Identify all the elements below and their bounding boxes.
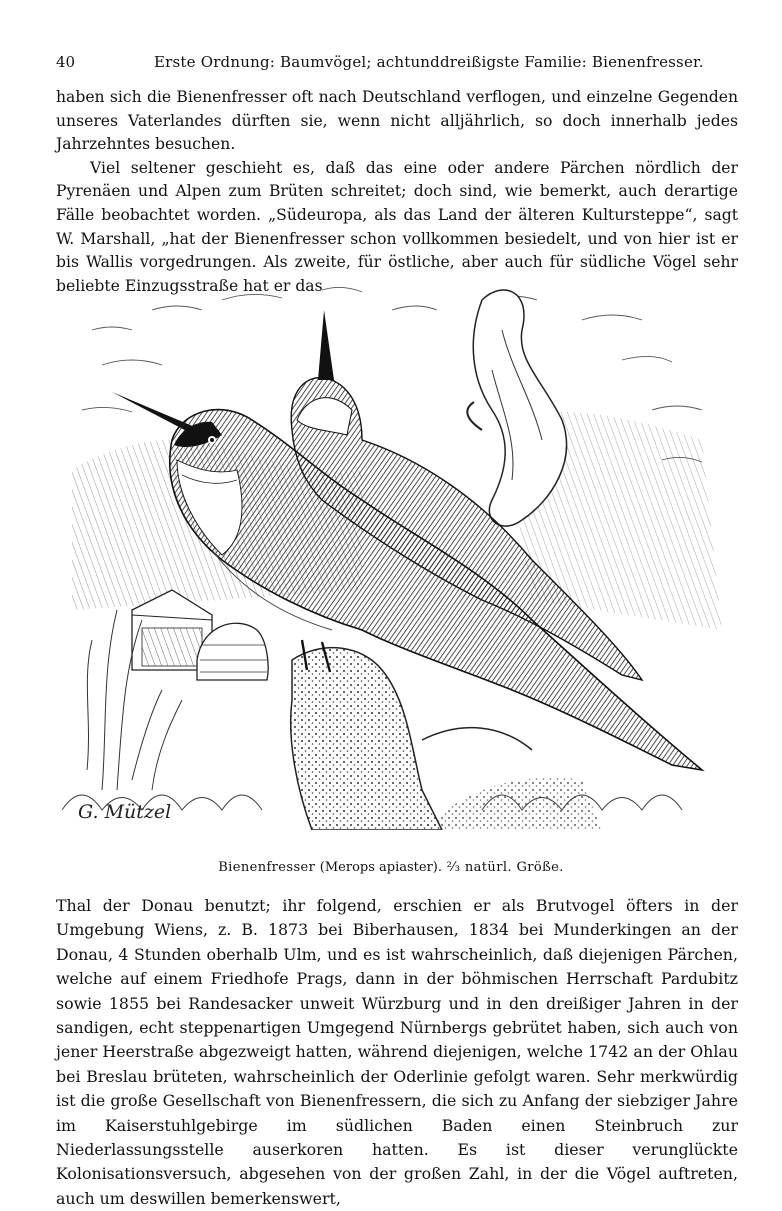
artist-signature: G. Mützel xyxy=(78,801,172,823)
perch-branch xyxy=(291,648,442,830)
caption-name: Bienenfresser xyxy=(218,860,316,875)
caption-size: ²⁄₃ natürl. Größe. xyxy=(446,860,564,875)
paragraph-danube: Thal der Donau benutzt; ihr folgend, erschien er als Brutvogel öfters in der Umgebung Wiens, z. B. 1873 bei Biberhausen, 1834 bei Munderkingen an der Donau, 4 Stunden oberhalb Ulm, und es ist wahrscheinlich, daß diejenigen Pärchen, welche auf einem Friedhofe Prags, dann in der böhmischen Herrschaft Pardubitz sowie 1855 bei Randesacker unweit Würzburg und in den dreißiger Jahren in der sandigen, echt steppenartigen Umgegend Nürnbergs gebrütet haben, sich auch von jener Heerstraße abgezweigt hatten, während diejenigen, welche 1742 an der Ohlau bei Breslau brüteten, wahrscheinlich der Oderlinie gefolgt waren. Sehr merkwürdig ist die große Gesellschaft von Bienenfressern, die sich zu Anfang der siebziger Jahre im Kaiserstuhlgebirge im südlichen Baden einen Steinbruch zur Niederlassungsstelle auserkoren hatten. Es ist dieser verunglückte Kolonisationsversuch, abgesehen von der großen Zahl, in der die Vögel auftreten, auch um deswillen bemerkenswert, xyxy=(56,896,738,1208)
page-header xyxy=(56,50,746,74)
text-block-bottom xyxy=(56,894,738,1208)
figure-caption xyxy=(0,858,782,878)
paragraph-pyrenees: Viel seltener geschieht es, daß das eine oder andere Pärchen nördlich der Pyrenäen und Alpen zum Brüten schreitet; doch sind, wie bemerkt, auch derartige Fälle beobachtet worden. „Südeuropa, als das Land der älteren Kultursteppe“, sagt W. Marshall, „hat der Bienenfresser schon vollkommen besiedelt, und von hier ist er bis Wallis vorgedrungen. Als zweite, für östliche, aber auch für südliche Vögel sehr beliebte Einzugsstraße hat er das xyxy=(56,158,738,295)
running-title: Erste Ordnung: Baumvögel; achtunddreißigste Familie: Bienenfresser. xyxy=(154,53,704,71)
page-number: 40 xyxy=(56,53,76,71)
bee-eater-illustration xyxy=(62,270,728,830)
caption-latin: (Merops apiaster). xyxy=(319,860,443,875)
paragraph-continued: haben sich die Bienenfresser oft nach Deutschland verflogen, und einzelne Gegenden unseres Vaterlandes dürften sie, wenn nicht alljährlich, so doch innerhalb jedes Jahrzehntes besuchen. xyxy=(56,88,738,154)
engraving-svg xyxy=(62,270,728,830)
text-block-top xyxy=(56,86,738,295)
beehives xyxy=(132,590,268,680)
